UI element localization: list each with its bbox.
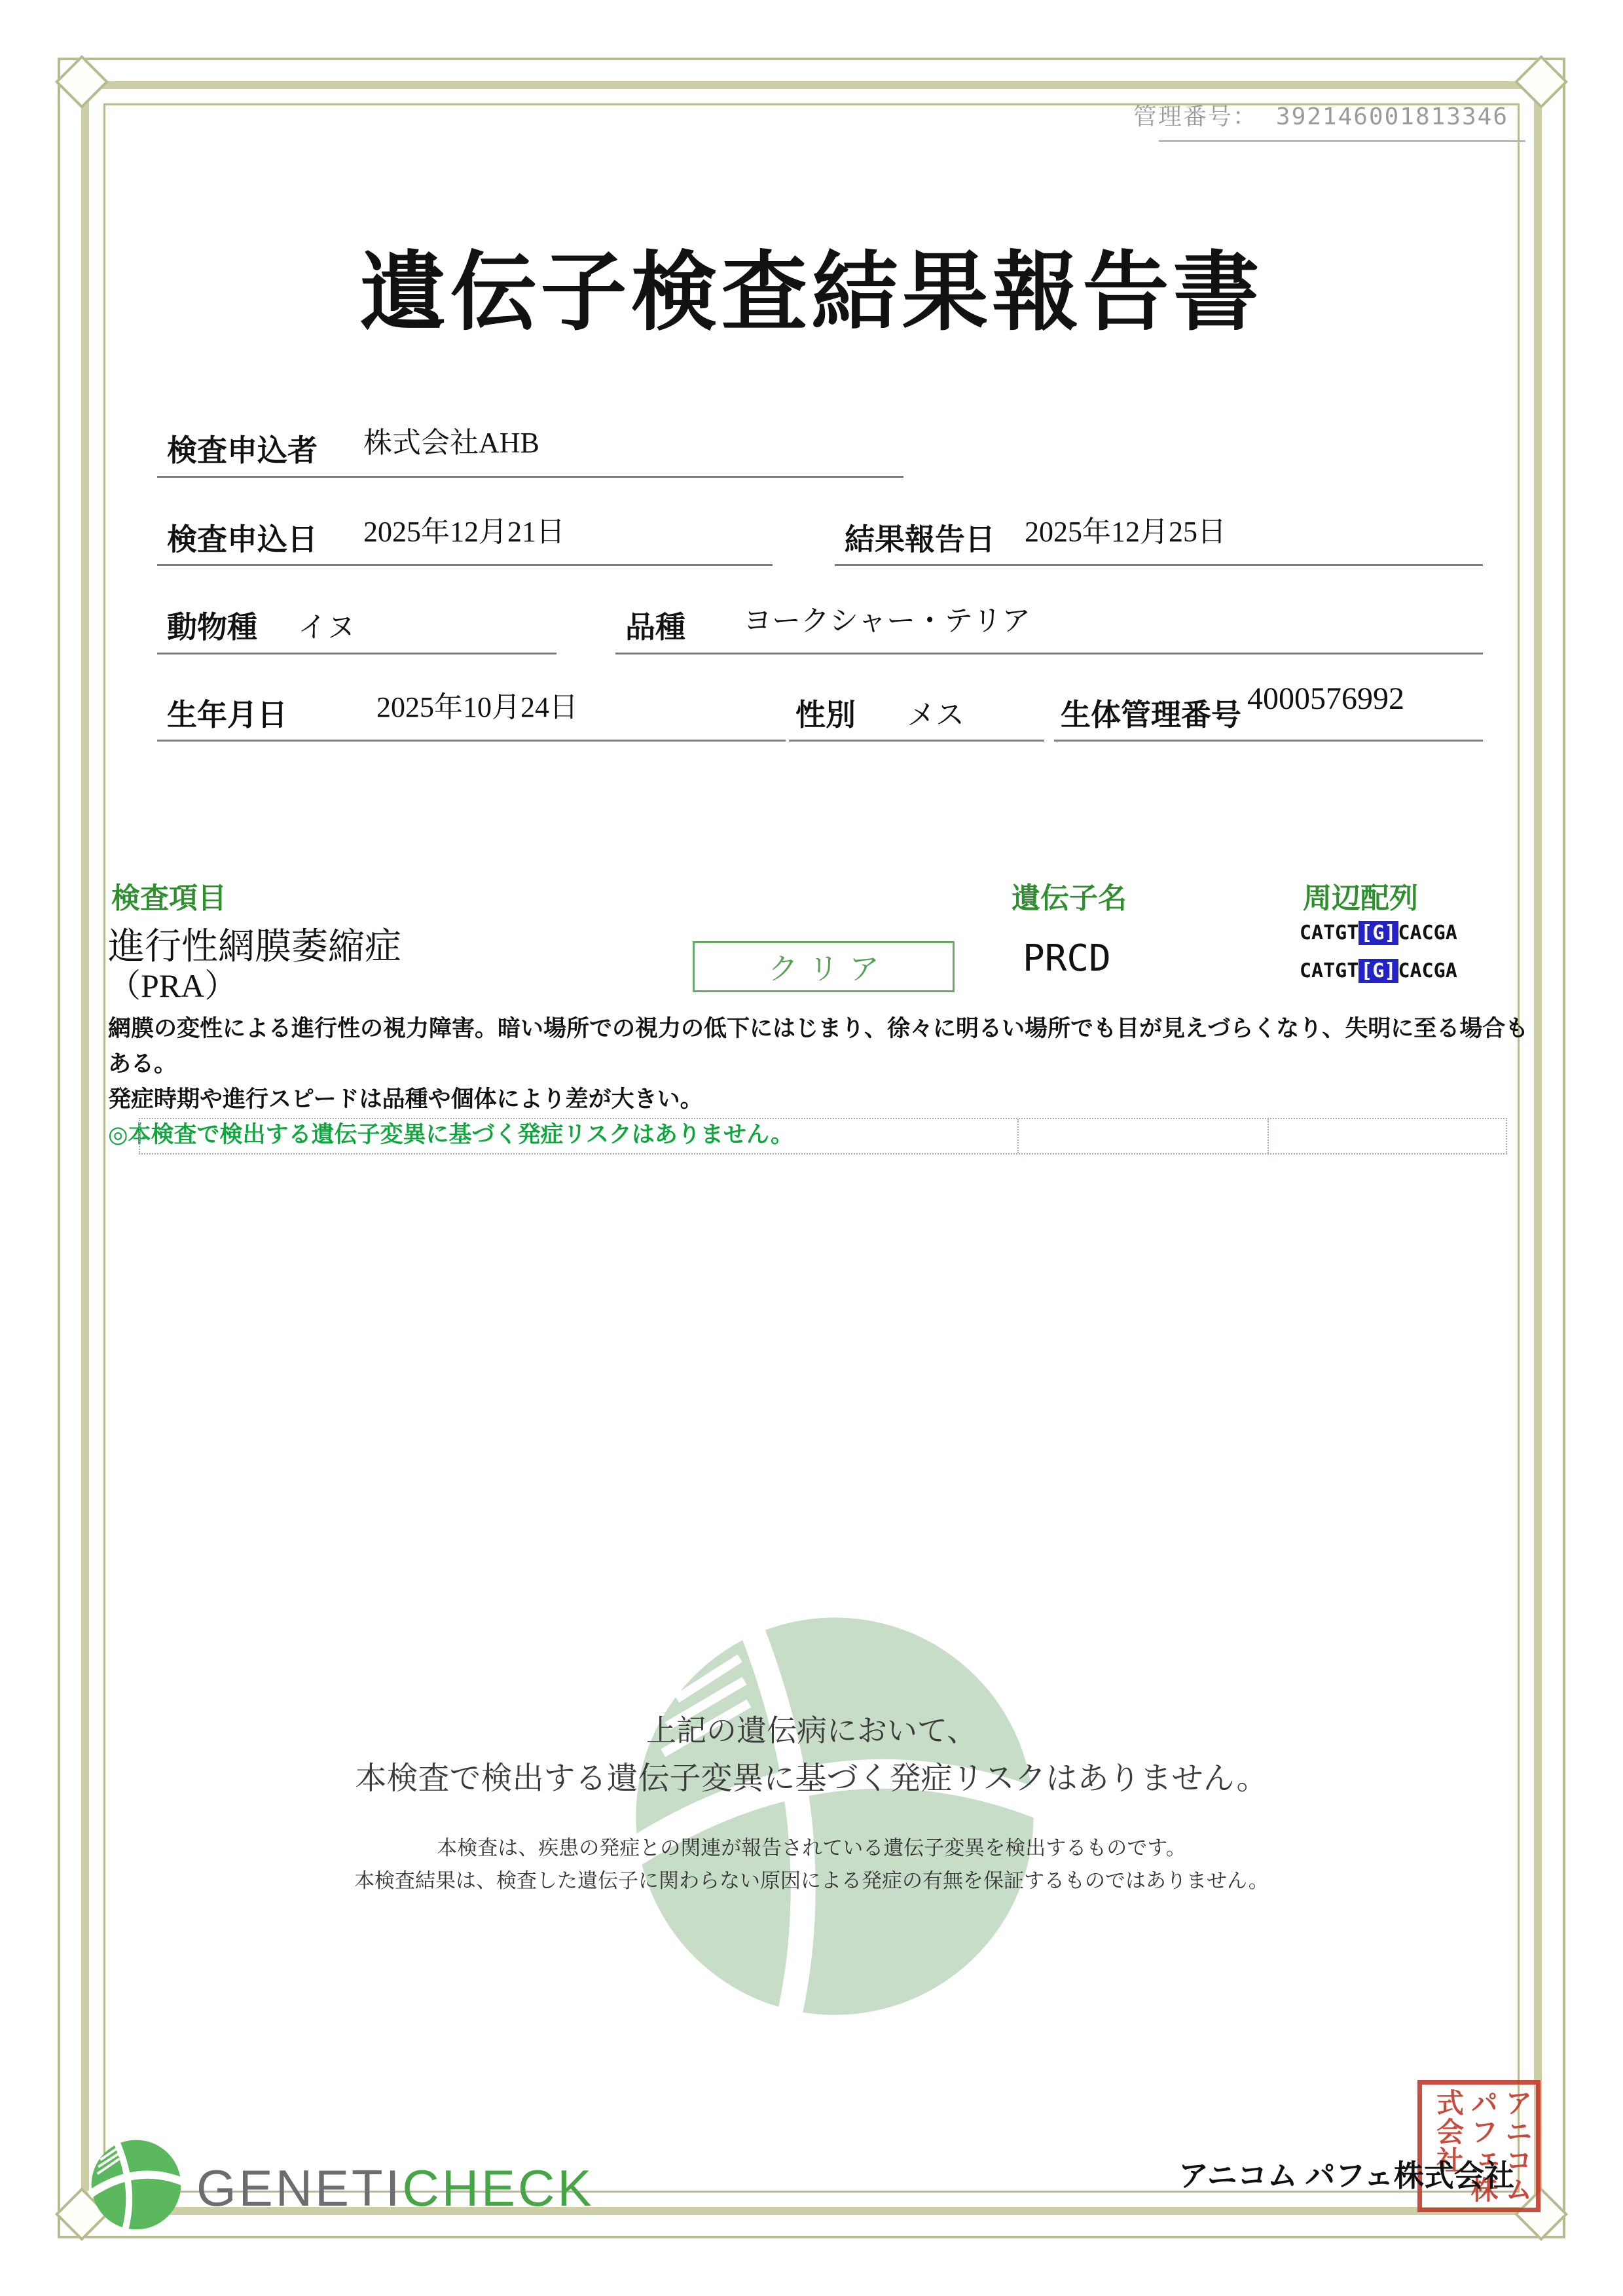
apply-date-label: 検査申込日 <box>167 523 318 556</box>
frame-corner-ornament <box>55 55 109 109</box>
sex-label: 性別 <box>795 698 856 732</box>
summary-line-2: 本検査で検出する遺伝子変異に基づく発症リスクはありません。 <box>355 1761 1268 1796</box>
management-number-label: 管理番号： <box>1133 103 1258 130</box>
gene-name-value: PRCD <box>1023 937 1111 980</box>
breed-label: 品種 <box>625 611 685 644</box>
dotted-column-divider <box>1017 1119 1019 1153</box>
sequence-suffix: CACGA <box>1398 922 1457 944</box>
empty-result-row <box>139 1118 1507 1155</box>
geneticheck-logo-icon <box>86 2135 186 2234</box>
summary-note-1: 本検査は、疾患の発症との関連が報告されている遺伝子変異を検出するものです。 <box>437 1837 1186 1859</box>
birth-date-label: 生年月日 <box>167 698 287 732</box>
page-title: 遺伝子検査結果報告書 <box>359 245 1264 341</box>
sequence-allele: [G] <box>1359 959 1398 983</box>
management-number <box>1133 98 1508 132</box>
sequence-allele: [G] <box>1359 921 1398 945</box>
gene-name-header: 遺伝子名 <box>1012 882 1127 914</box>
species-value: イヌ <box>298 611 356 643</box>
summary-note-2: 本検査結果は、検査した遺伝子に関わらない原因による発症の有無を保証するものではありません。 <box>354 1869 1269 1892</box>
report-date-value: 2025年12月25日 <box>1025 516 1226 548</box>
sequence-prefix: CATGT <box>1300 922 1359 944</box>
dotted-column-divider <box>1267 1119 1269 1153</box>
disease-name: 進行性網膜萎縮症 <box>108 927 401 967</box>
sex-value: メス <box>907 699 964 731</box>
result-box <box>693 941 955 992</box>
geneticheck-wordmark <box>196 2159 594 2218</box>
brand-text-green: CHECK <box>402 2159 594 2217</box>
sequence-line-2 <box>1300 960 1457 982</box>
applicant-value: 株式会社AHB <box>363 427 539 459</box>
breed-value: ヨークシャー・テリア <box>743 605 1031 637</box>
apply-date-underline <box>157 564 773 566</box>
animal-id-underline <box>1054 740 1483 742</box>
disease-abbreviation: （PRA） <box>108 967 238 1004</box>
species-underline <box>157 653 556 655</box>
test-item-header: 検査項目 <box>111 882 227 914</box>
management-number-value: 392146001813346 <box>1275 103 1508 130</box>
report-date-label: 結果報告日 <box>845 523 995 556</box>
applicant-underline <box>157 476 903 478</box>
frame-corner-ornament <box>1514 55 1568 109</box>
apply-date-value: 2025年12月21日 <box>363 516 565 548</box>
result-value: クリア <box>768 952 890 986</box>
animal-id-label: 生体管理番号 <box>1061 698 1241 732</box>
sequence-prefix: CATGT <box>1300 960 1359 982</box>
watermark-logo-icon <box>609 1590 1061 2042</box>
birth-date-value: 2025年10月24日 <box>376 691 578 723</box>
applicant-label: 検査申込者 <box>167 434 318 467</box>
risk-note: ◎本検査で検出する遺伝子変異に基づく発症リスクはありません。 <box>108 1122 793 1147</box>
summary-line-1: 上記の遺伝病において、 <box>646 1713 977 1748</box>
description-line-2: 発症時期や進行スピードは品種や個体により差が大きい。 <box>108 1086 703 1112</box>
animal-id-value: 4000576992 <box>1247 681 1404 716</box>
species-label: 動物種 <box>167 611 257 644</box>
birth-date-underline <box>157 740 786 742</box>
breed-underline <box>615 653 1483 655</box>
management-number-underline <box>1159 140 1525 142</box>
company-seal-icon: アニコムパフェ株式会社 <box>1417 2080 1541 2212</box>
sequence-suffix: CACGA <box>1398 960 1457 982</box>
sex-underline <box>789 740 1044 742</box>
description-line-1: 網膜の変性による進行性の視力障害。暗い場所での視力の低下にはじまり、徐々に明るい場所でも目が見えづらくなり、失明に至る場合もある。 <box>108 1016 1529 1077</box>
company-name: アニコム パフェ株式会社 <box>1178 2159 1514 2193</box>
sequence-line-1 <box>1300 922 1457 944</box>
brand-text-gray: GENETI <box>196 2159 403 2217</box>
sequence-header: 周辺配列 <box>1303 882 1418 914</box>
report-date-underline <box>835 564 1483 566</box>
